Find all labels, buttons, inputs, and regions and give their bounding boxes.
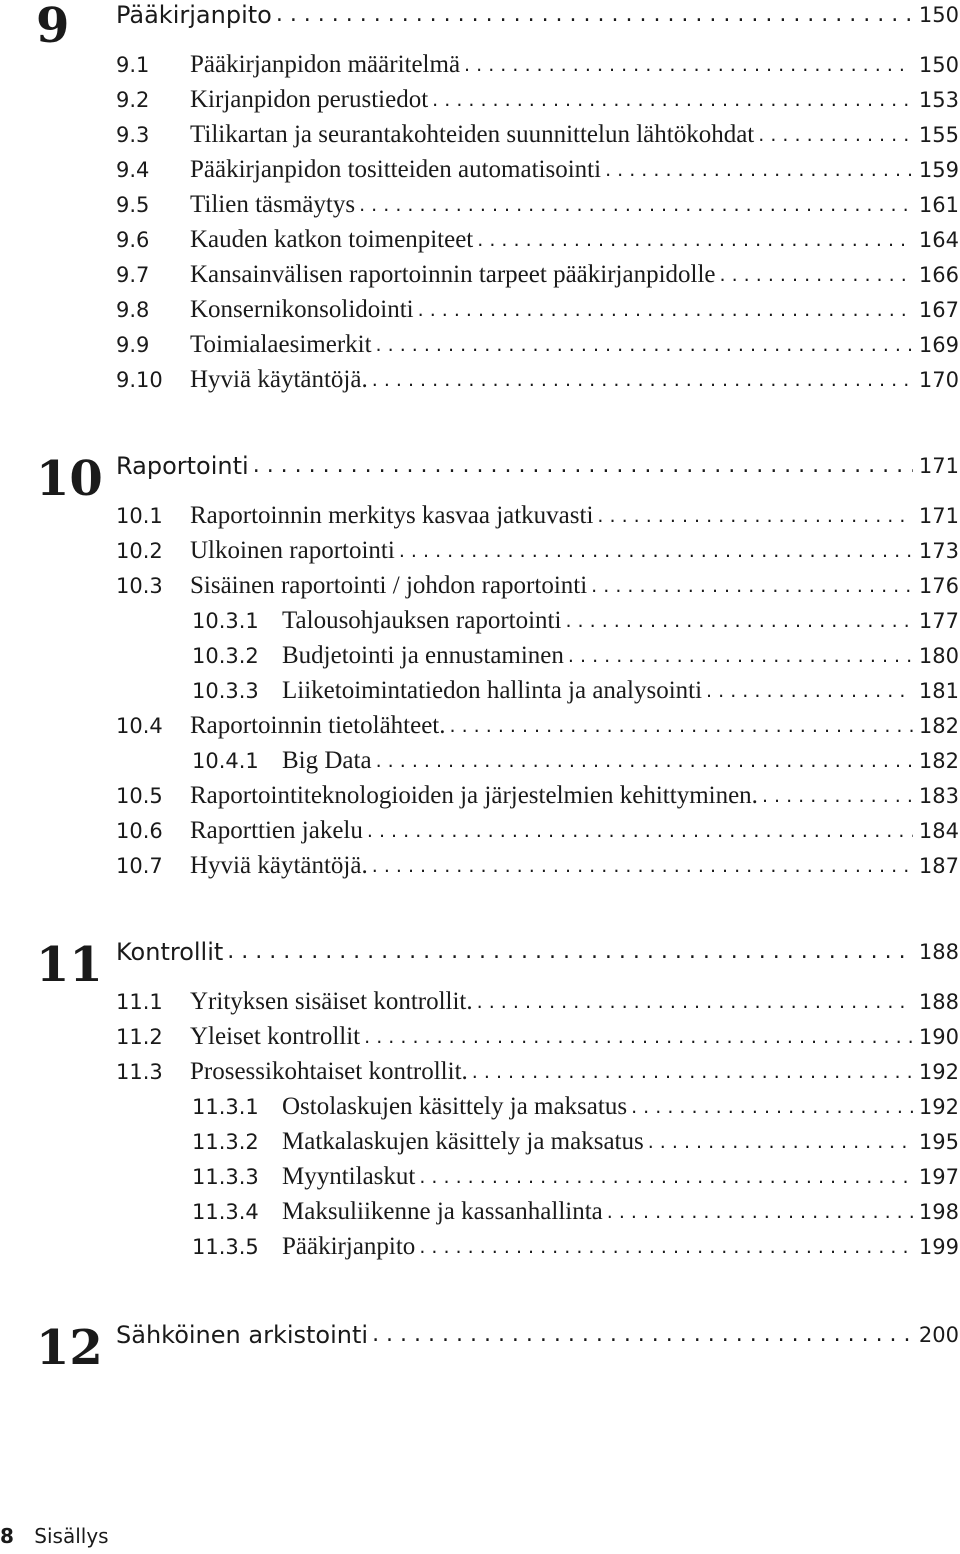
toc-entry-9-3[interactable] [116, 120, 959, 150]
entry-title: Hyviä käytäntöjä. [190, 852, 368, 879]
chapter-page: 150 [918, 3, 959, 27]
leader-dots [364, 1022, 913, 1052]
leader-dots [607, 1197, 913, 1227]
entry-number: 9.2 [116, 88, 150, 112]
entry-title: Pääkirjanpidon määritelmä [190, 51, 461, 78]
leader-dots [276, 0, 913, 30]
toc-entry-11-3-2[interactable] [192, 1127, 959, 1157]
chapter-title: Pääkirjanpito [116, 1, 272, 29]
leader-dots [565, 606, 912, 636]
toc-entry-9-8[interactable] [116, 295, 959, 325]
entry-title: Kansainvälisen raportoinnin tarpeet pääkirjanpidolle [190, 261, 716, 288]
entry-title: Sisäinen raportointi / johdon raportointi [190, 572, 588, 599]
entry-page: 169 [918, 333, 959, 357]
entry-title: Big Data [282, 747, 372, 774]
entry-page: 192 [918, 1095, 959, 1119]
chapter-title-row[interactable] [116, 1320, 959, 1350]
entry-number: 10.6 [116, 819, 163, 843]
entry-number: 11.2 [116, 1025, 163, 1049]
entry-page: 181 [918, 679, 959, 703]
entry-title: Kauden katkon toimenpiteet [190, 226, 474, 253]
leader-dots [399, 536, 913, 566]
entry-number: 9.4 [116, 158, 150, 182]
entry-number: 10.3.1 [192, 609, 259, 633]
entry-page: 180 [918, 644, 959, 668]
entry-page: 155 [918, 123, 959, 147]
entry-page: 161 [918, 193, 959, 217]
entry-title: Liiketoimintatiedon hallinta ja analysointi [282, 677, 703, 704]
entry-title: Prosessikohtaiset kontrollit. [190, 1058, 468, 1085]
toc-entry-9-2[interactable] [116, 85, 959, 115]
toc-entry-9-4[interactable] [116, 155, 959, 185]
chapter-title: Raportointi [116, 452, 249, 480]
toc-entry-10-3-3[interactable] [192, 676, 959, 706]
leader-dots [376, 330, 913, 360]
toc-entry-11-3-1[interactable] [192, 1092, 959, 1122]
entry-page: 177 [918, 609, 959, 633]
leader-dots [450, 711, 913, 741]
entry-page: 150 [918, 53, 959, 77]
entry-title: Pääkirjanpito [282, 1233, 416, 1260]
toc-entry-9-5[interactable] [116, 190, 959, 220]
entry-title: Raporttien jakelu [190, 817, 363, 844]
page-footer [0, 1524, 109, 1548]
leader-dots [418, 295, 913, 325]
entry-page: 167 [918, 298, 959, 322]
toc-entry-10-6[interactable] [116, 816, 959, 846]
chapter-page: 188 [918, 940, 959, 964]
entry-number: 10.4 [116, 714, 163, 738]
leader-dots [464, 50, 913, 80]
entry-title: Talousohjauksen raportointi [282, 607, 562, 634]
entry-title: Ostolaskujen käsittely ja maksatus [282, 1093, 628, 1120]
leader-dots [597, 501, 913, 531]
entry-page: 159 [918, 158, 959, 182]
entry-title: Yrityksen sisäiset kontrollit. [190, 988, 473, 1015]
leader-dots [758, 120, 913, 150]
toc-entry-11-1[interactable] [116, 987, 959, 1017]
toc-entry-10-3-2[interactable] [192, 641, 959, 671]
entry-page: 184 [918, 819, 959, 843]
toc-entry-10-3[interactable] [116, 571, 959, 601]
leader-dots [419, 1232, 913, 1262]
entry-title: Matkalaskujen käsittely ja maksatus [282, 1128, 644, 1155]
entry-page: 170 [918, 368, 959, 392]
entry-page: 199 [918, 1235, 959, 1259]
chapter-title-row[interactable] [116, 0, 959, 30]
entry-title: Ulkoinen raportointi [190, 537, 395, 564]
chapter-number: 12 [36, 1320, 103, 1376]
leader-dots [477, 225, 913, 255]
entry-number: 9.7 [116, 263, 150, 287]
entry-page: 188 [918, 990, 959, 1014]
leader-dots [631, 1092, 913, 1122]
toc-entry-11-3-5[interactable] [192, 1232, 959, 1262]
entry-number: 9.9 [116, 333, 150, 357]
entry-title: Raportoinnin tietolähteet. [190, 712, 446, 739]
entry-page: 153 [918, 88, 959, 112]
entry-number: 10.3 [116, 574, 163, 598]
entry-title: Raportoinnin merkitys kasvaa jatkuvasti [190, 502, 594, 529]
entry-title: Kirjanpidon perustiedot [190, 86, 429, 113]
entry-page: 182 [918, 749, 959, 773]
entry-title: Budjetointi ja ennustaminen [282, 642, 564, 669]
chapter-number: 10 [36, 451, 103, 507]
toc-entry-10-2[interactable] [116, 536, 959, 566]
entry-page: 192 [918, 1060, 959, 1084]
entry-number: 10.3.3 [192, 679, 259, 703]
toc-entry-10-3-1[interactable] [192, 606, 959, 636]
chapter-page: 171 [918, 454, 959, 478]
toc-entry-10-1[interactable] [116, 501, 959, 531]
entry-page: 187 [918, 854, 959, 878]
entry-number: 10.3.2 [192, 644, 259, 668]
entry-number: 11.3.3 [192, 1165, 259, 1189]
leader-dots [372, 851, 913, 881]
toc-entry-9-1[interactable] [116, 50, 959, 80]
leader-dots [591, 571, 913, 601]
entry-number: 11.3.4 [192, 1200, 259, 1224]
entry-number: 11.3.5 [192, 1235, 259, 1259]
entry-page: 176 [918, 574, 959, 598]
toc-entry-10-7[interactable] [116, 851, 959, 881]
entry-title: Raportointiteknologioiden ja järjestelmien kehittyminen. [190, 782, 758, 809]
entry-number: 9.5 [116, 193, 150, 217]
toc-entry-9-9[interactable] [116, 330, 959, 360]
footer-page-number: 8 [0, 1524, 14, 1548]
entry-number: 9.10 [116, 368, 163, 392]
leader-dots [477, 987, 913, 1017]
entry-title: Toimialaesimerkit [190, 331, 372, 358]
leader-dots [372, 365, 913, 395]
leader-dots [419, 1162, 913, 1192]
entry-title: Myyntilaskut [282, 1163, 416, 1190]
entry-page: 183 [918, 784, 959, 808]
entry-page: 182 [918, 714, 959, 738]
entry-page: 198 [918, 1200, 959, 1224]
leader-dots [762, 781, 913, 811]
entry-title: Yleiset kontrollit [190, 1023, 361, 1050]
entry-title: Maksuliikenne ja kassanhallinta [282, 1198, 603, 1225]
entry-title: Pääkirjanpidon tositteiden automatisointi [190, 156, 602, 183]
entry-page: 173 [918, 539, 959, 563]
leader-dots [605, 155, 913, 185]
entry-number: 10.1 [116, 504, 163, 528]
entry-number: 10.2 [116, 539, 163, 563]
toc-entry-11-3-3[interactable] [192, 1162, 959, 1192]
entry-number: 11.1 [116, 990, 163, 1014]
leader-dots [648, 1127, 913, 1157]
toc-entry-11-3[interactable] [116, 1057, 959, 1087]
entry-number: 9.8 [116, 298, 150, 322]
entry-number: 9.1 [116, 53, 150, 77]
leader-dots [706, 676, 913, 706]
leader-dots [472, 1057, 913, 1087]
leader-dots [359, 190, 913, 220]
leader-dots [367, 816, 913, 846]
entry-number: 11.3.1 [192, 1095, 259, 1119]
toc-entry-11-3-4[interactable] [192, 1197, 959, 1227]
toc-entry-9-6[interactable] [116, 225, 959, 255]
leader-dots [372, 1320, 913, 1350]
toc-entry-9-10[interactable] [116, 365, 959, 395]
entry-number: 10.5 [116, 784, 163, 808]
entry-title: Tilikartan ja seurantakohteiden suunnittelun lähtökohdat [190, 121, 755, 148]
entry-page: 190 [918, 1025, 959, 1049]
chapter-number: 9 [36, 0, 70, 54]
chapter-title: Sähköinen arkistointi [116, 1321, 369, 1349]
chapter-number: 11 [36, 937, 103, 993]
toc-entry-11-2[interactable] [116, 1022, 959, 1052]
entry-title: Tilien täsmäytys [190, 191, 356, 218]
entry-number: 11.3.2 [192, 1130, 259, 1154]
leader-dots [720, 260, 913, 290]
entry-number: 10.4.1 [192, 749, 259, 773]
leader-dots [568, 641, 913, 671]
leader-dots [376, 746, 913, 776]
entry-page: 164 [918, 228, 959, 252]
leader-dots [253, 451, 913, 481]
chapter-title-row[interactable] [116, 937, 959, 967]
entry-number: 9.3 [116, 123, 150, 147]
entry-number: 9.6 [116, 228, 150, 252]
chapter-title: Kontrollit [116, 938, 224, 966]
toc-entry-9-7[interactable] [116, 260, 959, 290]
chapter-page: 200 [918, 1323, 959, 1347]
entry-page: 166 [918, 263, 959, 287]
entry-page: 195 [918, 1130, 959, 1154]
leader-dots [432, 85, 913, 115]
entry-number: 11.3 [116, 1060, 163, 1084]
toc-entry-10-4-1[interactable] [192, 746, 959, 776]
entry-page: 171 [918, 504, 959, 528]
leader-dots [227, 937, 913, 967]
footer-section-name: Sisällys [34, 1524, 109, 1548]
chapter-title-row[interactable] [116, 451, 959, 481]
entry-title: Hyviä käytäntöjä. [190, 366, 368, 393]
entry-number: 10.7 [116, 854, 163, 878]
entry-page: 197 [918, 1165, 959, 1189]
entry-title: Konsernikonsolidointi [190, 296, 414, 323]
toc-entry-10-5[interactable] [116, 781, 959, 811]
toc-entry-10-4[interactable] [116, 711, 959, 741]
